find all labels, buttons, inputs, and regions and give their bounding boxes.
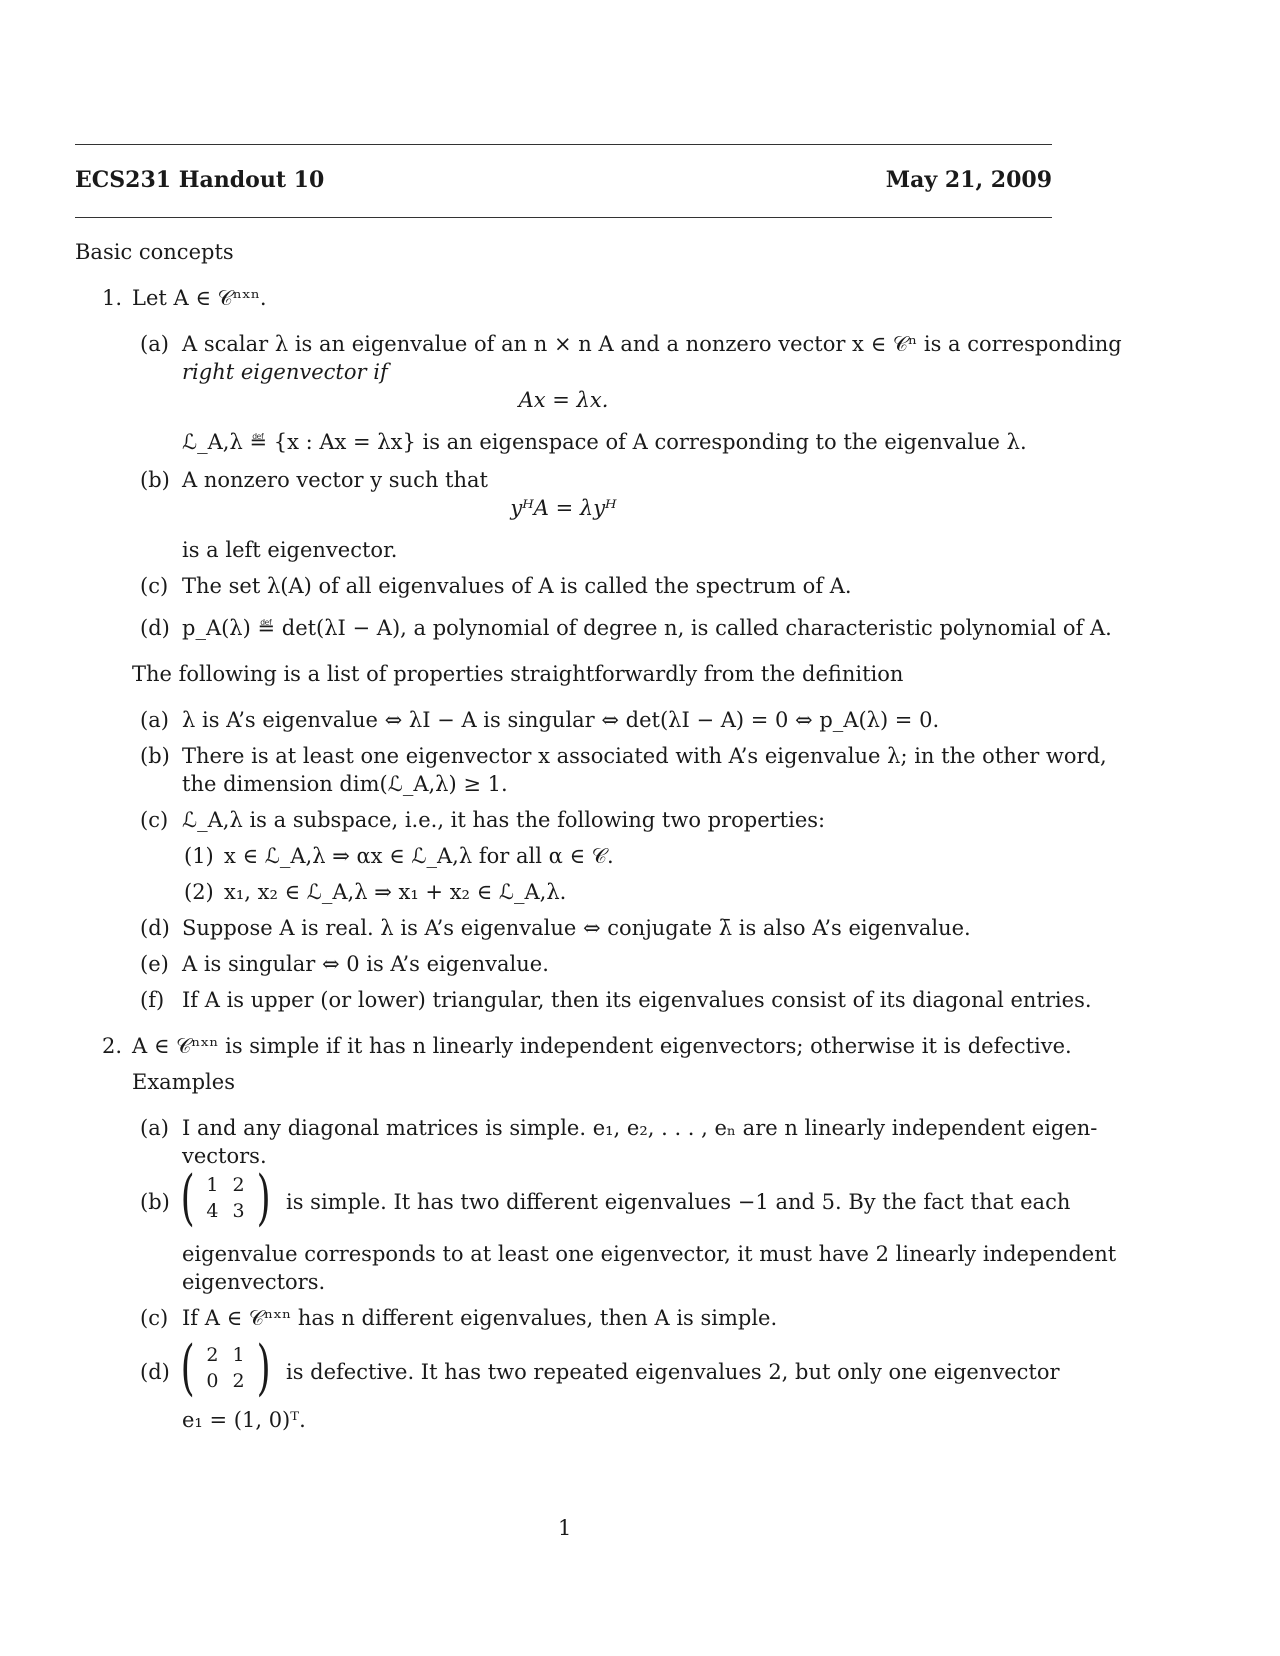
- matrix-cell: 1: [206, 1174, 219, 1196]
- matrix-table: [199, 1172, 251, 1224]
- example-c-text: If A ∈ 𝒞ⁿˣⁿ has n different eigenvalues, then A is simple.: [182, 1306, 778, 1330]
- matrix-cell: 3: [232, 1200, 245, 1222]
- matrix-cell: 2: [232, 1370, 245, 1392]
- header-bottom-rule: [75, 217, 1052, 218]
- property-e-label: (e): [140, 952, 169, 976]
- property-f-label: (f): [140, 988, 165, 1012]
- example-d-line2: e₁ = (1, 0)ᵀ.: [182, 1408, 306, 1432]
- item-1b-equation: yᴴA = λyᴴ: [510, 496, 617, 520]
- matrix-cell: 0: [206, 1370, 219, 1392]
- example-b-line1: is simple. It has two different eigenvalues −1 and 5. By the fact that each: [286, 1190, 1071, 1214]
- property-a-label: (a): [140, 708, 169, 732]
- item-1a-line1: A scalar λ is an eigenvalue of an n × n A and a nonzero vector x ∈ 𝒞ⁿ is a corresponding: [182, 332, 1122, 356]
- example-a-line2: vectors.: [182, 1144, 267, 1168]
- property-c-sub2-label: (2): [184, 880, 214, 904]
- page-number: 1: [558, 1516, 572, 1540]
- property-b-line1: There is at least one eigenvector x associated with A’s eigenvalue λ; in the other word,: [182, 744, 1107, 768]
- example-d-line1: is defective. It has two repeated eigenvalues 2, but only one eigenvector: [286, 1360, 1060, 1384]
- item-1-number: 1.: [102, 286, 123, 310]
- item-1-text: Let A ∈ 𝒞ⁿˣⁿ.: [132, 286, 267, 310]
- section-title: Basic concepts: [75, 240, 234, 264]
- properties-intro: The following is a list of properties straightforwardly from the definition: [132, 662, 904, 686]
- item-1b-line2: is a left eigenvector.: [182, 538, 398, 562]
- item-1c-label: (c): [140, 574, 169, 598]
- header-top-rule: [75, 144, 1052, 145]
- property-b-line2: the dimension dim(ℒ_A,λ) ≥ 1.: [182, 772, 508, 796]
- example-b-matrix: [176, 1163, 275, 1233]
- item-2-number: 2.: [102, 1034, 123, 1058]
- property-e-text: A is singular ⇔ 0 is A’s eigenvalue.: [182, 952, 549, 976]
- example-d-label: (d): [140, 1360, 170, 1384]
- item-1a-label: (a): [140, 332, 169, 356]
- item-1a-line2: right eigenvector if: [182, 360, 388, 384]
- example-b-label: (b): [140, 1190, 170, 1214]
- item-1d-label: (d): [140, 616, 170, 640]
- left-paren: (: [180, 1333, 195, 1403]
- matrix-cell: 2: [232, 1174, 245, 1196]
- property-f-text: If A is upper (or lower) triangular, then its eigenvalues consist of its diagonal entries.: [182, 988, 1092, 1012]
- matrix-cell: 2: [206, 1344, 219, 1366]
- right-paren: ): [256, 1163, 271, 1233]
- example-a-label: (a): [140, 1116, 169, 1140]
- property-d-label: (d): [140, 916, 170, 940]
- left-paren: (: [180, 1163, 195, 1233]
- property-c-text: ℒ_A,λ is a subspace, i.e., it has the following two properties:: [182, 808, 826, 832]
- property-b-label: (b): [140, 744, 170, 768]
- example-a-line1: I and any diagonal matrices is simple. e₁, e₂, . . . , eₙ are n linearly independent eigen-: [182, 1116, 1098, 1140]
- item-1b-label: (b): [140, 468, 170, 492]
- item-1a-definition: ℒ_A,λ ≝ {x : Ax = λx} is an eigenspace of A corresponding to the eigenvalue λ.: [182, 430, 1027, 454]
- property-c-sub1-label: (1): [184, 844, 214, 868]
- property-d-text: Suppose A is real. λ is A’s eigenvalue ⇔ conjugate λ̄ is also A’s eigenvalue.: [182, 916, 971, 940]
- item-1b-line1: A nonzero vector y such that: [182, 468, 488, 492]
- property-c-sub1: x ∈ ℒ_A,λ ⇒ αx ∈ ℒ_A,λ for all α ∈ 𝒞.: [224, 844, 614, 868]
- matrix-cell: 1: [232, 1344, 245, 1366]
- matrix-cell: 4: [206, 1200, 219, 1222]
- example-c-label: (c): [140, 1306, 169, 1330]
- property-a-text: λ is A’s eigenvalue ⇔ λI − A is singular ⇔ det(λI − A) = 0 ⇔ p_A(λ) = 0.: [182, 708, 940, 732]
- matrix-table: [199, 1342, 251, 1394]
- right-paren: ): [256, 1333, 271, 1403]
- property-c-sub2: x₁, x₂ ∈ ℒ_A,λ ⇒ x₁ + x₂ ∈ ℒ_A,λ.: [224, 880, 567, 904]
- item-2-text: A ∈ 𝒞ⁿˣⁿ is simple if it has n linearly independent eigenvectors; otherwise it is defective.: [132, 1034, 1072, 1058]
- item-1d-text: p_A(λ) ≝ det(λI − A), a polynomial of degree n, is called characteristic polynomial of A.: [182, 616, 1112, 640]
- item-1a-equation: Ax = λx.: [518, 388, 609, 412]
- item-1c-text: The set λ(A) of all eigenvalues of A is called the spectrum of A.: [182, 574, 852, 598]
- example-b-line2: eigenvalue corresponds to at least one eigenvector, it must have 2 linearly independent: [182, 1242, 1117, 1266]
- example-d-matrix: [176, 1333, 275, 1403]
- handout-title: ECS231 Handout 10: [75, 167, 325, 193]
- property-c-label: (c): [140, 808, 169, 832]
- examples-title: Examples: [132, 1070, 235, 1094]
- example-b-line3: eigenvectors.: [182, 1270, 326, 1294]
- handout-date: May 21, 2009: [885, 167, 1052, 193]
